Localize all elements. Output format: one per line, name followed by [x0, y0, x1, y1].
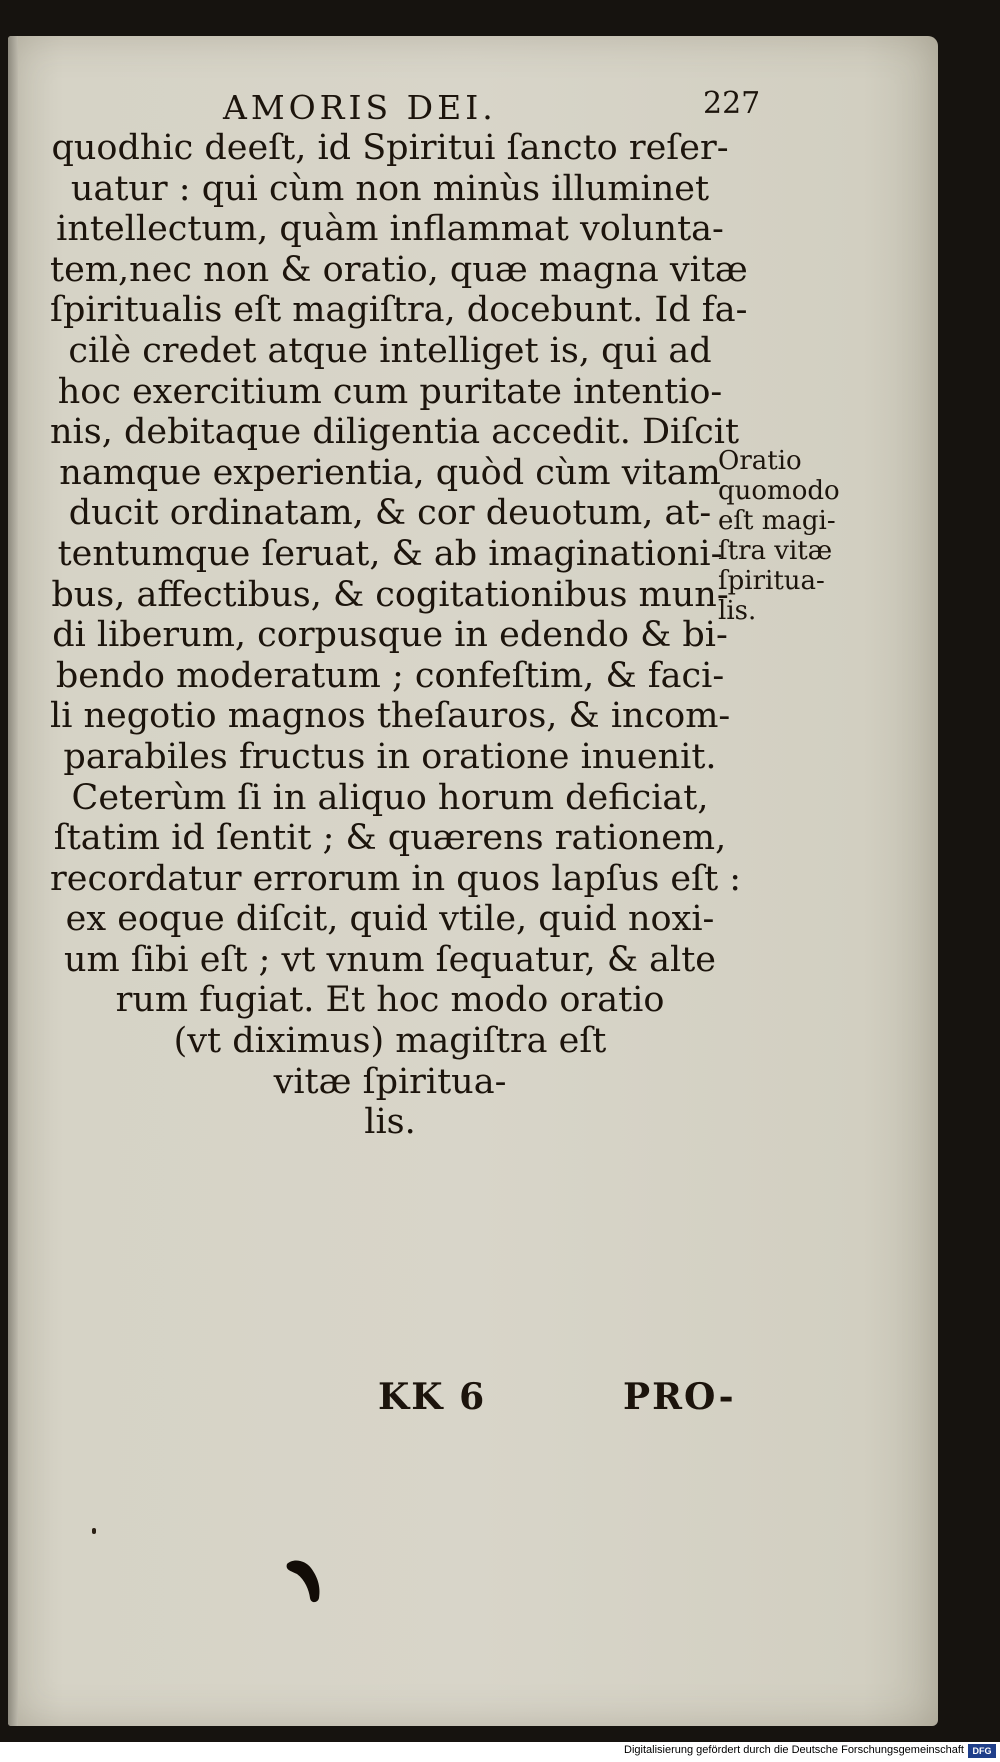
text-line: ſtatim id ſentit ; & quærens rationem, — [53, 818, 727, 859]
text-line: li negotio magnos theſauros, & incom- — [50, 696, 731, 737]
page-number: 227 — [703, 86, 761, 121]
running-head: AMORIS DEI. — [223, 88, 497, 127]
text-line: parabiles fructus in oratione inuenit. — [63, 736, 717, 777]
text-line: bus, affectibus, & cogitationibus mun- — [51, 574, 729, 615]
catchline — [378, 1376, 736, 1418]
text-line: vitæ ſpiritua- — [273, 1061, 507, 1102]
text-line: Ceterùm ſi in aliquo horum deficiat, — [71, 777, 709, 818]
margin-note-line: ſpiritua- — [718, 566, 825, 596]
margin-note-line: ſtra vitæ — [718, 536, 833, 566]
text-line: ducit ordinatam, & cor deuotum, at- — [68, 493, 712, 534]
text-line: bendo moderatum ; confeſtim, & faci- — [55, 655, 725, 696]
catchword: PRO- — [623, 1376, 736, 1418]
text-line: recordatur errorum in quos lapſus eſt : — [50, 858, 742, 899]
book-page — [8, 36, 938, 1726]
text-line: lis. — [364, 1102, 416, 1143]
digitization-credit: Digitalisierung gefördert durch die Deutsche Forschungsgemeinschaft — [624, 1744, 964, 1756]
margin-note-line: eſt magi- — [718, 506, 836, 536]
dfg-logo: DFG — [968, 1744, 996, 1758]
footer-bar — [0, 1742, 1000, 1762]
ink-stain-mark — [283, 1556, 325, 1606]
text-line: (vt diximus) magiſtra eſt — [173, 1021, 607, 1062]
text-line: tentumque ſeruat, & ab imaginationi- — [57, 533, 723, 574]
text-line: um ſibi eſt ; vt vnum ſequatur, & alte — [64, 939, 716, 980]
text-line: hoc exercitium cum puritate intentio- — [57, 371, 723, 412]
signature-mark: KK 6 — [378, 1376, 487, 1418]
margin-note-line: quomodo — [718, 476, 840, 506]
text-line: quodhic deeſt, id Spiritui ſancto reſer- — [51, 128, 729, 168]
page-edge — [8, 36, 18, 1726]
text-line: cilè credet atque intelliget is, qui ad — [68, 330, 712, 371]
text-line: namque experientia, quòd cùm vitam — [59, 452, 721, 493]
text-line: ex eoque diſcit, quid vtile, quid noxi- — [65, 899, 715, 940]
text-line: ſpiritualis eſt magiſtra, docebunt. Id fa- — [50, 290, 748, 331]
text-line: tem,nec non & oratio, quæ magna vitæ — [50, 249, 748, 290]
margin-note-line: Oratio — [718, 446, 802, 476]
text-line: nis, debitaque diligentia accedit. Diſcit — [50, 412, 740, 453]
ink-speck — [92, 1528, 96, 1534]
text-line: di liberum, corpusque in edendo & bi- — [52, 615, 728, 656]
text-line: uatur : qui cùm non minùs illuminet — [70, 168, 710, 209]
margin-note-line: lis. — [718, 596, 757, 626]
text-line: rum fugiat. Et hoc modo oratio — [115, 980, 665, 1021]
body-text — [50, 128, 748, 1143]
margin-note — [718, 446, 888, 626]
text-line: intellectum, quàm inflammat volunta- — [56, 209, 724, 250]
